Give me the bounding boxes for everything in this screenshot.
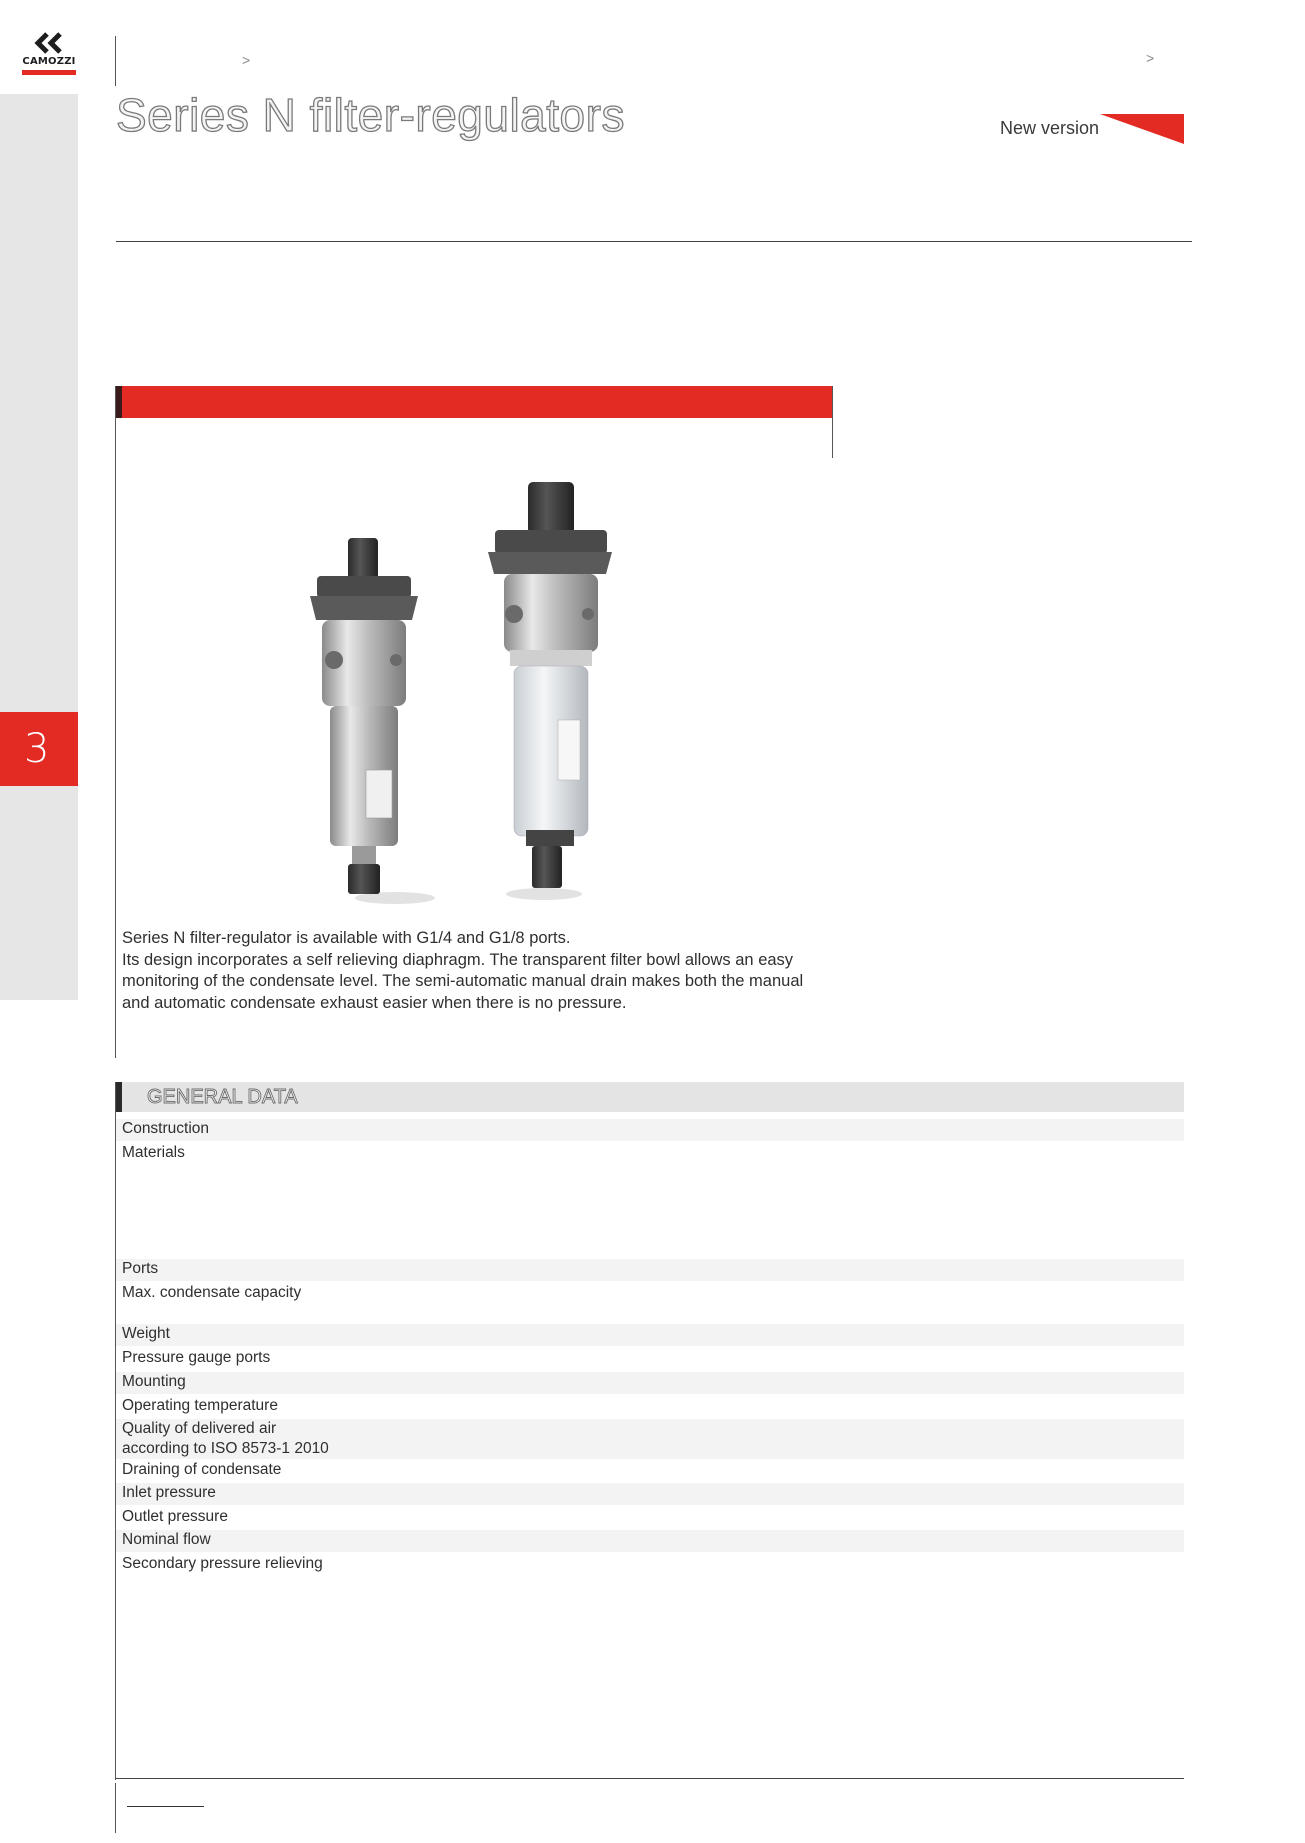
data-row-materials	[116, 1143, 1184, 1259]
product-photo	[300, 470, 640, 910]
data-row-operating-temperature	[116, 1396, 1184, 1418]
product-description	[122, 928, 822, 1014]
general-data-header-cap	[116, 1082, 122, 1112]
side-band	[0, 94, 78, 1000]
data-label: Mounting	[122, 1373, 186, 1390]
filter-regulator-metal-bowl	[310, 538, 435, 904]
footer-divider	[115, 1783, 116, 1833]
data-row-air-quality	[116, 1419, 1184, 1459]
data-label: Draining of condensate	[122, 1461, 282, 1478]
new-version-label: New version	[1000, 118, 1100, 138]
data-label: Inlet pressure	[122, 1484, 216, 1501]
data-row-weight	[116, 1324, 1184, 1346]
data-label: Max. condensate capacity	[122, 1284, 302, 1301]
content-left-rule	[115, 386, 116, 1058]
data-label: Weight	[122, 1325, 170, 1342]
footer-rule	[127, 1806, 204, 1807]
section-header-bar	[116, 386, 832, 418]
chapter-tab[interactable]: 3	[0, 712, 78, 786]
general-data-title: GENERAL DATA	[147, 1086, 298, 1108]
camozzi-logo	[20, 32, 78, 78]
data-label: Nominal flow	[122, 1531, 211, 1548]
title-underline	[116, 241, 1192, 242]
brand-name: CAMOZZI	[22, 56, 76, 67]
breadcrumb-arrow-left[interactable]: >	[242, 52, 251, 68]
data-label: according to ISO 8573-1 2010	[122, 1440, 329, 1457]
page-title: Series N filter-regulators	[116, 89, 625, 141]
data-label: Operating temperature	[122, 1397, 278, 1414]
data-label: Ports	[122, 1260, 159, 1277]
data-row-secondary-relieving	[116, 1554, 1184, 1576]
description-line-1: Series N filter-regulator is available with G1/4 and G1/8 ports.	[122, 929, 571, 947]
data-row-draining	[116, 1460, 1184, 1482]
data-label: Pressure gauge ports	[122, 1349, 271, 1366]
brand-underline	[22, 70, 76, 75]
filter-regulator-transparent-bowl	[488, 482, 612, 900]
data-label: Outlet pressure	[122, 1508, 228, 1525]
breadcrumb-arrow-right[interactable]: >	[1146, 50, 1155, 66]
red-bar-right-rule	[832, 386, 833, 458]
data-row-construction	[116, 1119, 1184, 1141]
section-header-cap	[116, 386, 122, 418]
data-label: Quality of delivered air	[122, 1420, 277, 1437]
data-row-max-condensate	[116, 1283, 1184, 1323]
data-row-inlet-pressure	[116, 1483, 1184, 1505]
data-label: Construction	[122, 1120, 210, 1137]
header-divider	[115, 36, 116, 86]
data-label: Secondary pressure relieving	[122, 1555, 323, 1572]
data-row-gauge-ports	[116, 1348, 1184, 1370]
data-row-nominal-flow	[116, 1530, 1184, 1552]
data-label: Materials	[122, 1144, 185, 1161]
camozzi-logo-icon	[34, 32, 64, 54]
new-version-flag-icon	[1098, 112, 1186, 146]
data-row-ports	[116, 1259, 1184, 1281]
data-row-mounting	[116, 1372, 1184, 1394]
description-line-2: Its design incorporates a self relieving diaphragm. The transparent filter bowl allows an easy monitoring of the condensate level. The semi-automatic manual drain makes both the manual and automatic condensate exhaust easier when there is no pressure.	[122, 950, 804, 1012]
bottom-rule	[116, 1778, 1184, 1779]
data-row-outlet-pressure	[116, 1507, 1184, 1529]
